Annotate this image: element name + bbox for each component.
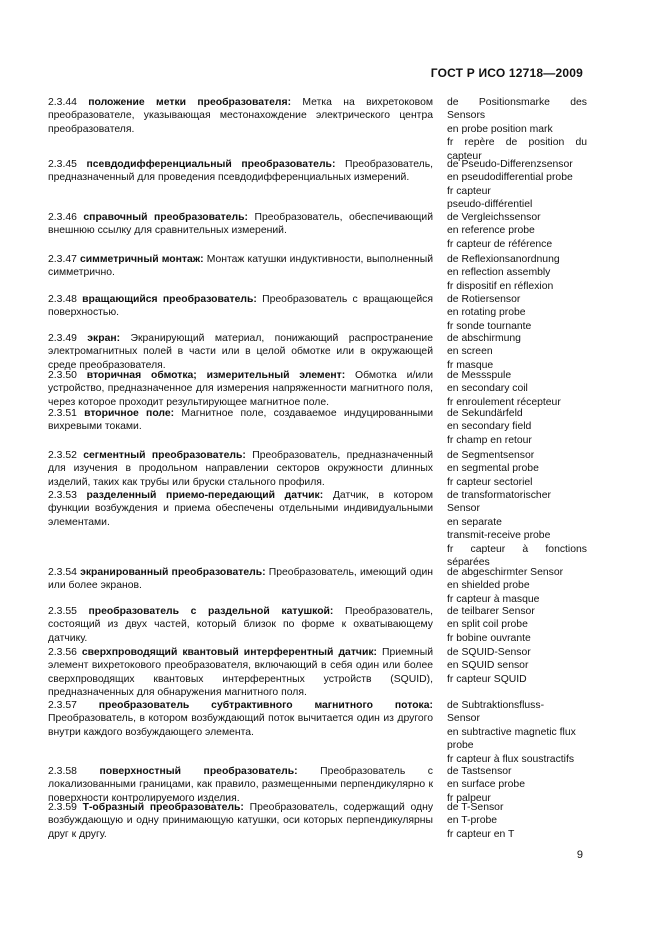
term-number: 2.3.47: [48, 254, 77, 265]
term-name: преобразователь с раздельной катушкой:: [88, 606, 334, 617]
translation-line: en shielded probe: [447, 580, 530, 592]
term-number: 2.3.56: [48, 647, 77, 658]
translation-line: fr enroulement récepteur: [447, 396, 561, 408]
translation-line: fr champ en retour: [447, 434, 532, 446]
term-definition: [48, 332, 433, 372]
page-number: 9: [576, 849, 583, 861]
term-definition: [48, 449, 433, 489]
translation-line: fr bobine ouvrante: [447, 632, 531, 644]
translation-line: fr palpeur: [447, 792, 491, 804]
term-name: вторичная обмотка; измерительный элемент:: [86, 370, 346, 381]
term-number: 2.3.50: [48, 370, 77, 381]
term-name: преобразователь субтрактивного магнитного потока:: [98, 700, 433, 711]
translation-line: de SQUID-Sensor: [447, 647, 531, 658]
term-number: 2.3.55: [48, 606, 77, 617]
term-translations: [447, 253, 587, 293]
translation-line: de Segmentsensor: [447, 450, 535, 461]
term-number: 2.3.44: [48, 97, 77, 108]
term-name: вторичное поле:: [84, 408, 175, 419]
translation-line: de abschirmung: [447, 333, 521, 344]
term-name: справочный преобразователь:: [83, 212, 248, 223]
translation-line: en SQUID sensor: [447, 660, 529, 672]
term-definition: [48, 566, 433, 593]
translation-line: de Vergleichssensor: [447, 212, 541, 223]
term-definition: [48, 253, 433, 280]
term-definition-text: Преобразователь с локализованными границами, как правило, размещенными перпендикулярно к поверхности контролируемого изделия.: [48, 766, 434, 804]
term-translations: [447, 407, 587, 447]
term-number: 2.3.51: [48, 408, 77, 419]
translation-line: en pseudodifferential probe: [447, 172, 573, 184]
translation-line: fr capteur à flux soustractifs: [447, 753, 575, 765]
translation-line: fr dispositif en réflexion: [447, 280, 554, 292]
translation-line: Sensor: [447, 503, 480, 515]
term-definition: [48, 699, 433, 739]
term-number: 2.3.52: [48, 450, 77, 461]
translation-line: fr capteur à fonctions séparées: [447, 543, 587, 569]
term-name: Т-образный преобразователь:: [82, 802, 244, 813]
translation-line: fr capteur de référence: [447, 238, 553, 250]
translation-line: en segmental probe: [447, 463, 539, 475]
term-translations: [447, 211, 587, 251]
term-definition: [48, 369, 433, 409]
term-name: сверхпроводящий квантовый интерферентный датчик:: [81, 647, 377, 658]
term-name: симметричный монтаж:: [80, 254, 204, 265]
term-translations: [447, 699, 587, 766]
term-translations: [447, 566, 587, 606]
translation-line: fr masque: [447, 359, 494, 371]
translation-line: en rotating probe: [447, 307, 526, 319]
translation-line: de Subtraktionsfluss-: [447, 700, 545, 711]
translation-line: en reflection assembly: [447, 267, 551, 279]
translation-line: de Sekundärfeld: [447, 408, 523, 419]
term-definition-text: Преобразователь, имеющий один или более экранов.: [48, 567, 434, 592]
translation-line: de Positionsmarke des Sensors: [447, 97, 587, 122]
translation-line: de transformatorischer: [447, 490, 551, 501]
translation-line: de Pseudo-Differenzsensor: [447, 159, 573, 170]
term-translations: [447, 293, 587, 333]
term-definition: [48, 605, 433, 645]
term-translations: [447, 332, 587, 372]
translation-line: de Tastsensor: [447, 766, 512, 777]
term-definition: [48, 96, 433, 136]
translation-line: de teilbarer Sensor: [447, 606, 535, 617]
term-translations: [447, 96, 587, 163]
translation-line: en secondary coil: [447, 383, 528, 395]
translation-line: fr sonde tournante: [447, 320, 532, 332]
term-translations: [447, 765, 587, 805]
term-name: экранированный преобразователь:: [80, 567, 266, 578]
term-definition-text: Преобразователь, содержащий одну возбуждающую и одну принимающую катушки, оси которых перпендикулярны друг к другу.: [48, 802, 434, 840]
translation-line: de Rotiersensor: [447, 294, 521, 305]
translation-line: en screen: [447, 346, 493, 358]
term-number: 2.3.59: [48, 802, 77, 813]
translation-line: fr capteur SQUID: [447, 673, 527, 685]
term-definition: [48, 765, 433, 805]
term-number: 2.3.49: [48, 333, 77, 344]
term-definition: [48, 407, 433, 434]
term-translations: [447, 646, 587, 686]
term-definition-text: Датчик, в котором функции возбуждения и приема обеспечены отдельными индивидуальными элементами.: [48, 490, 433, 528]
translation-line: en secondary field: [447, 421, 532, 433]
translation-line: fr repère de position du capteur: [447, 137, 587, 162]
translation-line: Sensor: [447, 713, 480, 725]
translation-line: en split coil probe: [447, 619, 528, 631]
translation-line: transmit-receive probe: [447, 530, 551, 542]
term-number: 2.3.48: [48, 294, 77, 305]
term-name: вращающийся преобразователь:: [82, 294, 257, 305]
term-number: 2.3.58: [48, 766, 77, 777]
term-definition-text: Преобразователь, предназначенный для проведения псевдодифференциальных измерений.: [48, 159, 434, 184]
term-number: 2.3.46: [48, 212, 77, 223]
term-translations: [447, 489, 587, 569]
term-number: 2.3.57: [48, 700, 77, 711]
term-definition-text: Экранирующий материал, понижающий распространение электромагнитных полей в части или в целой обмотке или в окружающей среде преобразователя.: [48, 333, 433, 371]
term-translations: [447, 369, 587, 409]
term-definition-text: Метка на вихретоковом преобразователе, указывающая местонахождение электрического центра преобразователя.: [48, 97, 433, 135]
document-header: ГОСТ Р ИСО 12718—2009: [430, 66, 583, 80]
term-definition: [48, 801, 433, 841]
translation-line: en reference probe: [447, 225, 535, 237]
term-translations: [447, 605, 587, 645]
term-definition-text: Обмотка и/или устройство, предназначенное для измерения напряженности магнитного поля, через которое проходит результирующее магнитное поле.: [48, 370, 434, 408]
term-definition-text: Преобразователь, обеспечивающий внешнюю ссылку для сравнительных измерений.: [48, 212, 434, 237]
translation-line: de Messspule: [447, 370, 512, 381]
term-name: поверхностный преобразователь:: [99, 766, 298, 777]
term-definition-text: Магнитное поле, создаваемое индуцированными вихревыми токами.: [48, 408, 434, 433]
term-definition: [48, 646, 433, 700]
term-definition-text: Приемный элемент вихретокового преобразователя, включающий в себя один или более сверхпроводящих квантовых интерферентных устройств (SQUID), предназначенных для обнаружения магнитного поля.: [48, 647, 433, 699]
translation-line: en surface probe: [447, 779, 525, 791]
translation-line: en separate: [447, 516, 502, 528]
term-name: экран:: [87, 333, 121, 344]
translation-line: de abgeschirmter Sensor: [447, 567, 564, 578]
term-definition-text: Преобразователь, состоящий из двух частей, который близок по форме к охватывающему датчику.: [48, 606, 434, 644]
translation-line: de T-Sensor: [447, 802, 504, 813]
translation-line: en subtractive magnetic flux probe: [447, 726, 576, 752]
term-number: 2.3.54: [48, 567, 77, 578]
term-definition-text: Преобразователь, в котором возбуждающий поток вычитается один из другого внутри каждого возбуждающего элемента.: [48, 713, 433, 738]
translation-line: fr capteur en T: [447, 828, 515, 840]
term-name: положение метки преобразователя:: [88, 97, 292, 108]
term-name: разделенный приемо-передающий датчик:: [86, 490, 324, 501]
term-number: 2.3.45: [48, 159, 77, 170]
term-translations: [447, 449, 587, 489]
translation-line: fr capteur à masque: [447, 593, 540, 605]
term-name: псевдодифференциальный преобразователь:: [86, 159, 336, 170]
term-definition: [48, 211, 433, 238]
translation-line: de Reflexionsanordnung: [447, 254, 560, 265]
term-definition-text: Преобразователь с вращающейся поверхностью.: [48, 294, 434, 319]
translation-line: pseudo-différentiel: [447, 199, 533, 211]
term-name: сегментный преобразователь:: [83, 450, 246, 461]
term-translations: [447, 158, 587, 212]
term-number: 2.3.53: [48, 490, 77, 501]
term-definition-text: Преобразователь, предназначенный для изучения в продольном направлении секторов окружности длинных изделий, таких как трубы или бруски стального профиля.: [48, 450, 434, 488]
term-definition: [48, 489, 433, 529]
translation-line: en T-probe: [447, 815, 498, 827]
term-definition-text: Монтаж катушки индуктивности, выполненный симметрично.: [48, 254, 434, 279]
translation-line: en probe position mark: [447, 123, 553, 135]
term-translations: [447, 801, 587, 841]
term-definition: [48, 158, 433, 185]
translation-line: fr capteur sectoriel: [447, 476, 533, 488]
translation-line: fr capteur: [447, 185, 491, 197]
term-definition: [48, 293, 433, 320]
